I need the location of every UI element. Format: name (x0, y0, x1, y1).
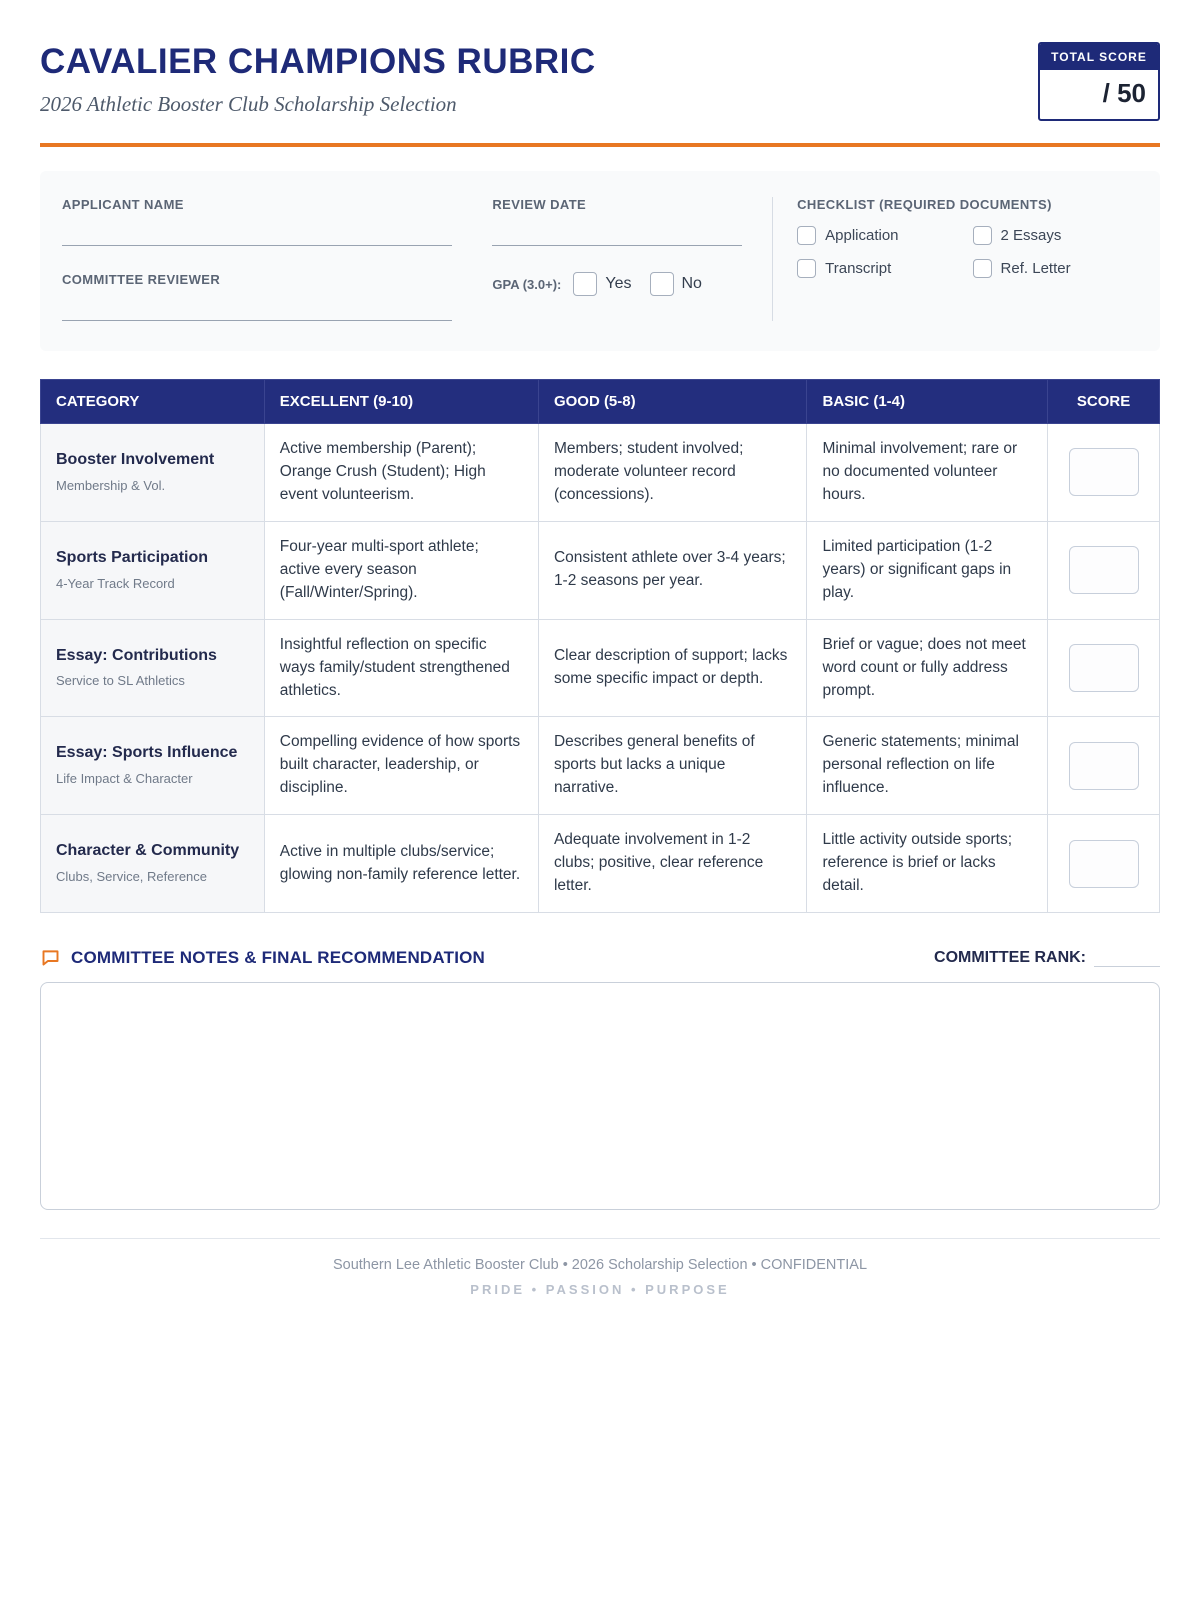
rubric-table (40, 379, 1160, 913)
score-cell (1048, 815, 1160, 913)
total-score-value: / 50 (1102, 78, 1146, 108)
review-date-label: REVIEW DATE (492, 197, 587, 212)
committee-rank-field[interactable] (1094, 949, 1160, 967)
good-cell: Adequate involvement in 1-2 clubs; positive, clear reference letter. (538, 815, 807, 913)
gpa-group (492, 272, 742, 296)
footer-motto: PRIDE • PASSION • PURPOSE (470, 1282, 730, 1298)
excellent-cell: Four-year multi-sport athlete; active every season (Fall/Winter/Spring). (264, 521, 538, 619)
category-subtitle: Clubs, Service, Reference (56, 868, 208, 884)
table-row (41, 815, 1160, 913)
category-name: Essay: Sports Influence (56, 744, 238, 762)
score-cell (1048, 717, 1160, 815)
footer (40, 1238, 1160, 1297)
info-middle-column (492, 197, 772, 321)
category-cell (41, 521, 265, 619)
checklist-label: CHECKLIST (REQUIRED DOCUMENTS) (797, 197, 1052, 212)
category-cell (41, 717, 265, 815)
checklist-item-ref-letter (973, 259, 1138, 278)
good-cell: Describes general benefits of sports but lacks a unique narrative. (538, 717, 807, 815)
notes-title: COMMITTEE NOTES & FINAL RECOMMENDATION (71, 947, 486, 967)
basic-cell: Little activity outside sports; reference is brief or lacks detail. (807, 815, 1048, 913)
table-row (41, 424, 1160, 522)
gpa-no-label: No (681, 275, 702, 292)
checklist-item-essays (973, 226, 1138, 245)
good-cell: Clear description of support; lacks some specific impact or depth. (538, 619, 807, 717)
committee-rank-group (934, 949, 1160, 967)
transcript-checkbox[interactable] (797, 259, 816, 278)
notes-header (40, 947, 1160, 968)
header-excellent: EXCELLENT (9-10) (264, 380, 538, 424)
excellent-cell: Insightful reflection on specific ways family/student strengthened athletics. (264, 619, 538, 717)
applicant-name-field[interactable] (62, 216, 452, 246)
ref-letter-label: Ref. Letter (1000, 260, 1071, 277)
score-input-box[interactable] (1069, 546, 1139, 594)
header-basic: BASIC (1-4) (807, 380, 1048, 424)
header-score: SCORE (1048, 380, 1160, 424)
basic-cell: Minimal involvement; rare or no documented volunteer hours. (807, 424, 1048, 522)
footer-confidential-line: Southern Lee Athletic Booster Club • 2026 Scholarship Selection • CONFIDENTIAL (332, 1257, 868, 1274)
header-titles (40, 42, 596, 117)
category-cell (41, 424, 265, 522)
gpa-yes-label: Yes (605, 275, 632, 292)
committee-reviewer-label: COMMITTEE REVIEWER (62, 272, 221, 287)
category-cell (41, 815, 265, 913)
score-cell (1048, 521, 1160, 619)
review-date-group (492, 197, 742, 246)
rubric-table-header (41, 380, 1160, 424)
header-divider (40, 143, 1160, 147)
score-cell (1048, 619, 1160, 717)
ref-letter-checkbox[interactable] (973, 259, 992, 278)
essays-label: 2 Essays (1000, 227, 1062, 244)
category-name: Booster Involvement (56, 450, 215, 468)
total-score-box (1038, 42, 1160, 121)
score-cell (1048, 424, 1160, 522)
category-subtitle: 4-Year Track Record (56, 575, 175, 591)
applicant-info-section (40, 171, 1160, 351)
total-score-label: TOTAL SCORE (1040, 44, 1158, 70)
table-row (41, 521, 1160, 619)
page-subtitle: 2026 Athletic Booster Club Scholarship Selection (40, 92, 457, 116)
speech-bubble-icon (40, 947, 61, 968)
info-left-column (62, 197, 492, 321)
good-cell: Members; student involved; moderate volunteer record (concessions). (538, 424, 807, 522)
gpa-no-checkbox[interactable] (650, 272, 674, 296)
page-title: CAVALIER CHAMPIONS RUBRIC (40, 42, 596, 81)
committee-rank-label: COMMITTEE RANK: (934, 948, 1086, 966)
score-input-box[interactable] (1069, 644, 1139, 692)
committee-reviewer-field[interactable] (62, 291, 452, 321)
basic-cell: Generic statements; minimal personal reflection on life influence. (807, 717, 1048, 815)
score-input-box[interactable] (1069, 448, 1139, 496)
good-cell: Consistent athlete over 3-4 years; 1-2 seasons per year. (538, 521, 807, 619)
application-label: Application (825, 227, 899, 244)
gpa-yes-checkbox[interactable] (573, 272, 597, 296)
excellent-cell: Compelling evidence of how sports built character, leadership, or discipline. (264, 717, 538, 815)
category-cell (41, 619, 265, 717)
excellent-cell: Active in multiple clubs/service; glowing non-family reference letter. (264, 815, 538, 913)
score-input-box[interactable] (1069, 840, 1139, 888)
excellent-cell: Active membership (Parent); Orange Crush (Student); High event volunteerism. (264, 424, 538, 522)
checklist-item-application (797, 226, 962, 245)
committee-reviewer-group (62, 272, 452, 321)
category-name: Character & Community (56, 842, 240, 860)
transcript-label: Transcript (825, 260, 892, 277)
committee-notes-textarea[interactable] (40, 982, 1160, 1210)
gpa-label: GPA (3.0+): (492, 276, 562, 292)
category-subtitle: Service to SL Athletics (56, 673, 185, 689)
score-input-box[interactable] (1069, 742, 1139, 790)
table-row (41, 619, 1160, 717)
basic-cell: Brief or vague; does not meet word count or fully address prompt. (807, 619, 1048, 717)
header-good: GOOD (5-8) (538, 380, 807, 424)
applicant-name-group (62, 197, 452, 246)
essays-checkbox[interactable] (973, 226, 992, 245)
basic-cell: Limited participation (1-2 years) or significant gaps in play. (807, 521, 1048, 619)
table-row (41, 717, 1160, 815)
checklist-column (772, 197, 1138, 321)
applicant-name-label: APPLICANT NAME (62, 197, 184, 212)
checklist-grid (797, 226, 1138, 278)
category-name: Essay: Contributions (56, 646, 217, 664)
application-checkbox[interactable] (797, 226, 816, 245)
category-subtitle: Life Impact & Character (56, 771, 193, 787)
review-date-field[interactable] (492, 216, 742, 246)
header-category: CATEGORY (41, 380, 265, 424)
category-name: Sports Participation (56, 548, 209, 566)
header (40, 42, 1160, 121)
checklist-item-transcript (797, 259, 962, 278)
category-subtitle: Membership & Vol. (56, 477, 166, 493)
